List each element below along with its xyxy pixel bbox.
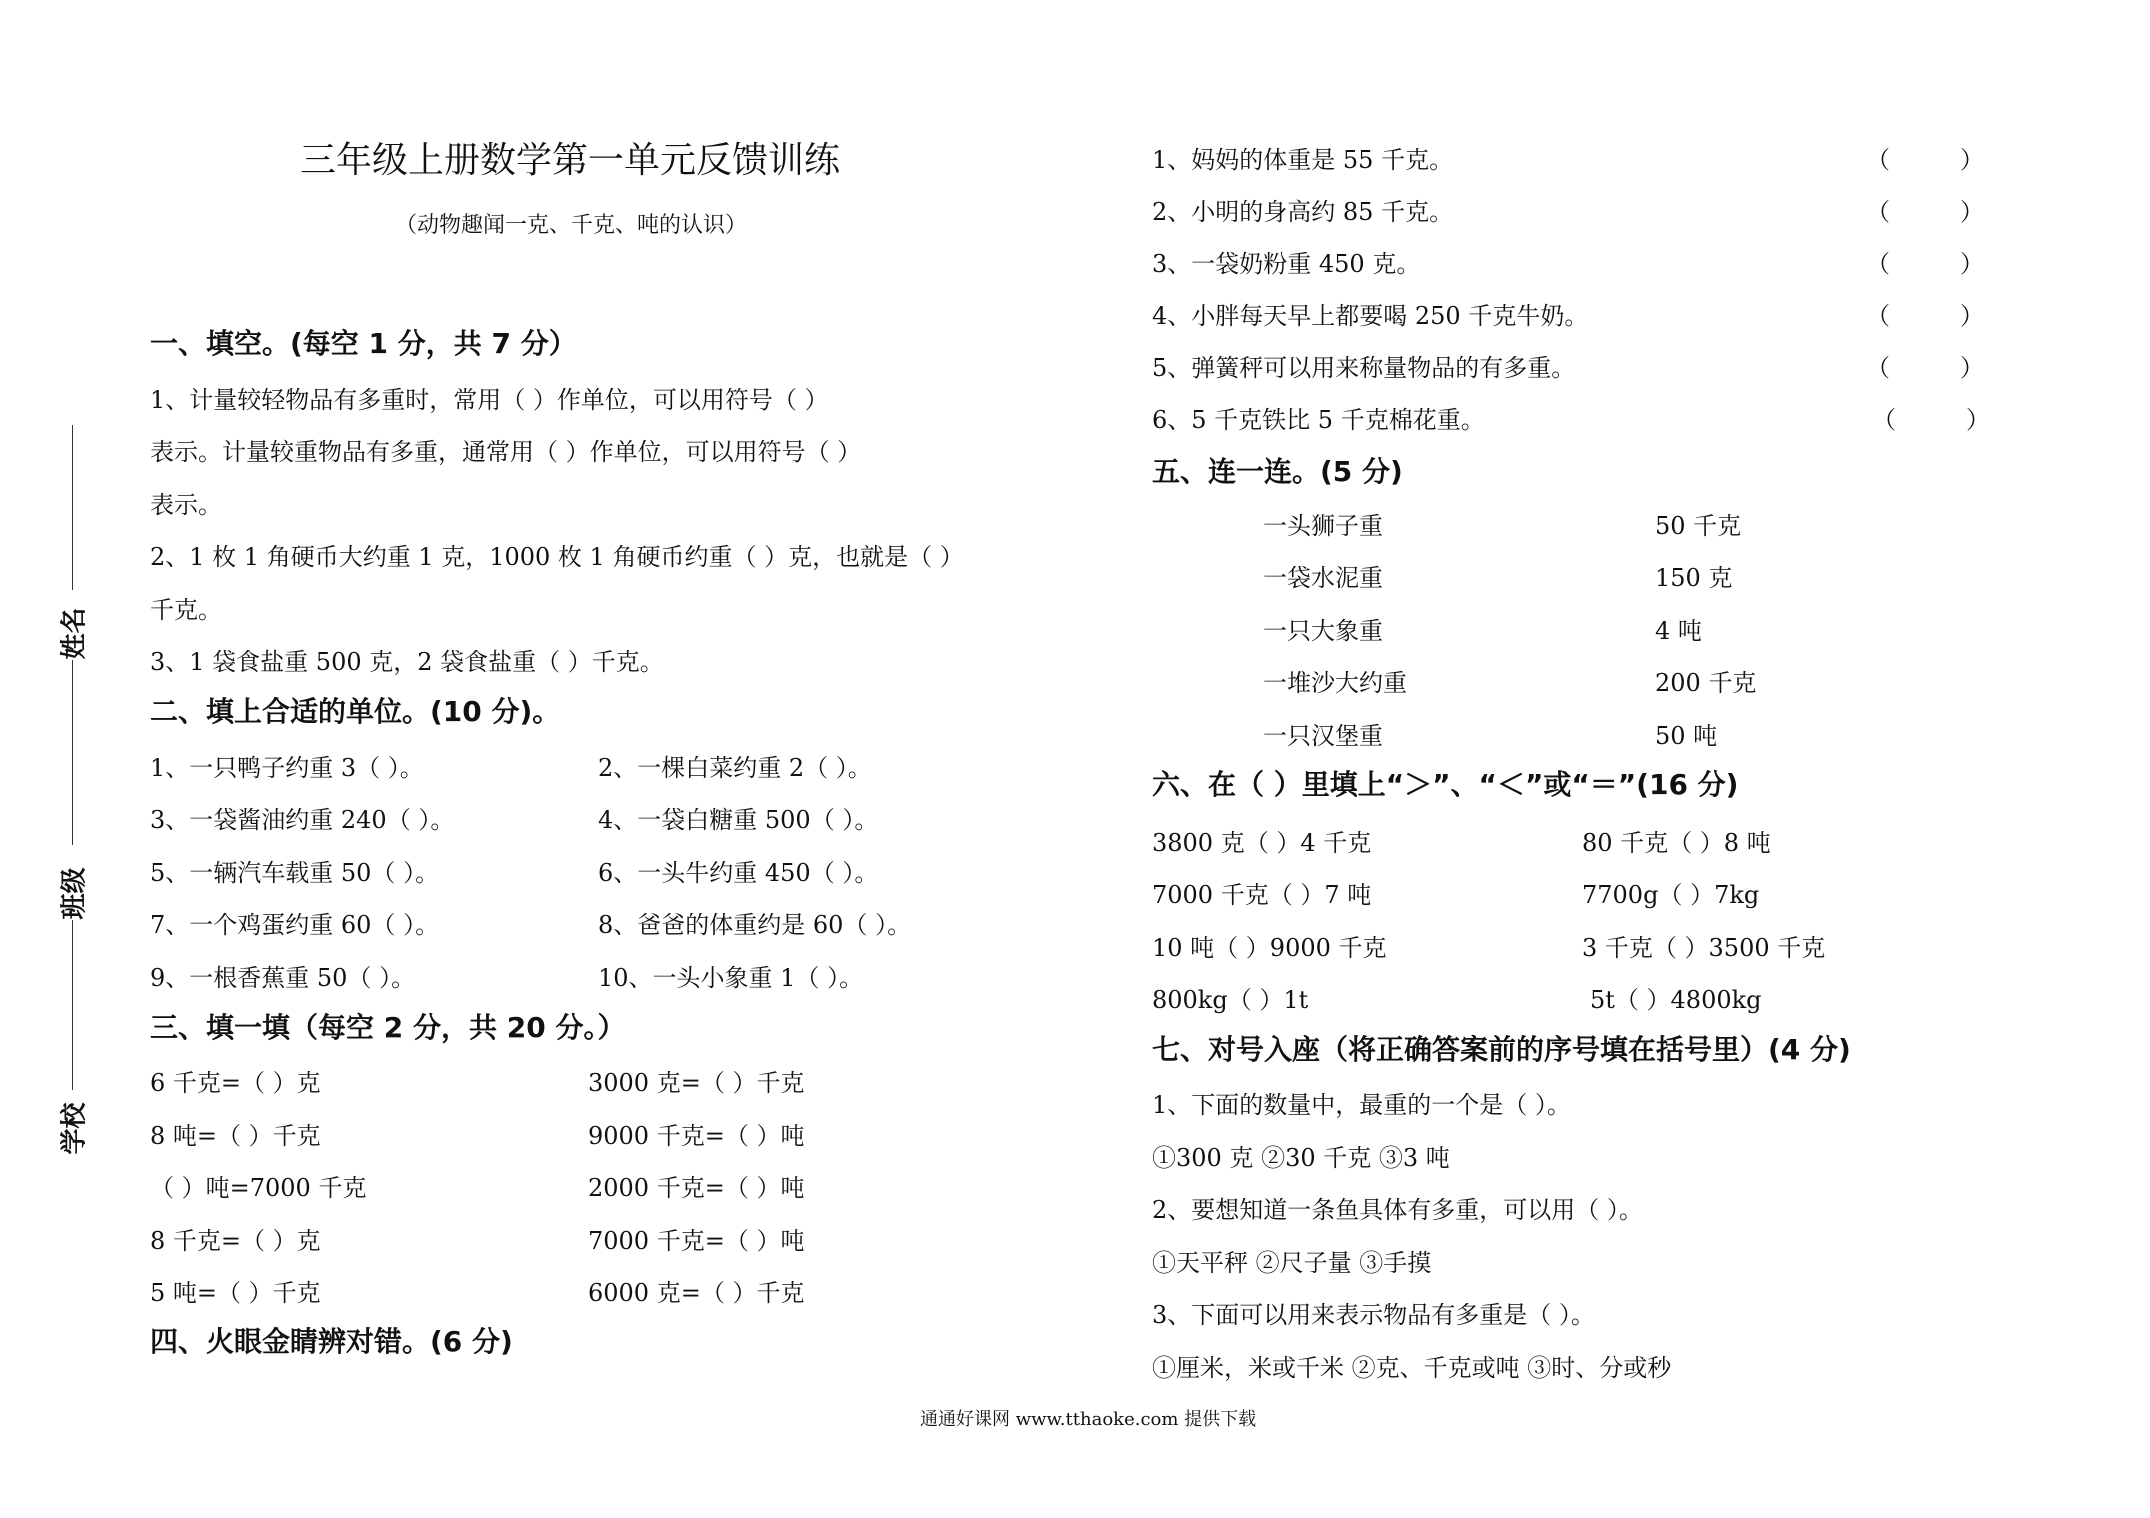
match-left-item: 一只大象重	[1263, 617, 1383, 645]
answer-paren-close: ）	[1960, 354, 1984, 382]
answer-paren-close: ）	[1960, 250, 1984, 278]
sec3-item: 7000 千克=（ ）吨	[588, 1227, 805, 1255]
answer-paren-open: （	[1872, 406, 1896, 434]
margin-label-name: 姓名	[59, 607, 90, 660]
sec1-line: 2、1 枚 1 角硬币大约重 1 克，1000 枚 1 角硬币约重（ ）克，也就是（ ）	[150, 543, 964, 571]
choice-options: ①300 克 ②30 千克 ③3 吨	[1152, 1144, 1450, 1172]
compare-item: 3800 克（ ）4 千克	[1152, 829, 1372, 857]
sec3-item: 2000 千克=（ ）吨	[588, 1174, 805, 1202]
compare-item: 7000 千克（ ）7 吨	[1152, 881, 1372, 909]
answer-paren-close: ）	[1960, 198, 1984, 226]
footer-credit: 通通好课网 www.tthaoke.com 提供下载	[920, 1409, 1257, 1430]
page-subtitle: （动物趣闻一克、千克、吨的认识）	[395, 213, 748, 238]
sec3-item: 6 千克=（ ）克	[150, 1069, 321, 1097]
sec2-item: 5、一辆汽车载重 50（ ）。	[150, 859, 440, 887]
sec4-item: 2、小明的身高约 85 千克。	[1152, 198, 1454, 226]
match-left-item: 一只汉堡重	[1263, 722, 1383, 750]
sec4-item: 6、5 千克铁比 5 千克棉花重。	[1152, 406, 1485, 434]
sec4-item: 5、弹簧秤可以用来称量物品的有多重。	[1152, 354, 1576, 382]
margin-line-name	[72, 425, 73, 590]
choice-question: 3、下面可以用来表示物品有多重是（ ）。	[1152, 1301, 1595, 1329]
answer-paren-close: ）	[1960, 302, 1984, 330]
sec4-item: 3、一袋奶粉重 450 克。	[1152, 250, 1421, 278]
sec2-item: 9、一根香蕉重 50（ ）。	[150, 964, 416, 992]
sec3-item: 8 千克=（ ）克	[150, 1227, 321, 1255]
choice-options: ①厘米，米或千米 ②克、千克或吨 ③时、分或秒	[1152, 1354, 1672, 1382]
sec2-item: 4、一袋白糖重 500（ ）。	[598, 806, 879, 834]
section-3-heading: 三、填一填（每空 2 分，共 20 分。）	[150, 1011, 626, 1044]
sec4-item: 4、小胖每天早上都要喝 250 千克牛奶。	[1152, 302, 1589, 330]
sec2-item: 8、爸爸的体重约是 60（ ）。	[598, 911, 912, 939]
answer-paren-close: ）	[1960, 146, 1984, 174]
compare-item: 800kg（ ）1t	[1152, 986, 1309, 1014]
sec2-item: 2、一棵白菜约重 2（ ）。	[598, 754, 872, 782]
sec2-item: 3、一袋酱油约重 240（ ）。	[150, 806, 455, 834]
match-left-item: 一堆沙大约重	[1263, 669, 1407, 697]
section-1-heading: 一、填空。(每空 1 分，共 7 分）	[150, 327, 577, 360]
margin-label-class: 班级	[59, 867, 90, 920]
choice-question: 2、要想知道一条鱼具体有多重，可以用（ ）。	[1152, 1196, 1643, 1224]
answer-paren-open: （	[1866, 198, 1890, 226]
answer-paren-open: （	[1866, 354, 1890, 382]
match-right-item: 50 吨	[1655, 722, 1718, 750]
compare-item: 5t（ ）4800kg	[1590, 986, 1762, 1014]
sec1-line: 表示。计量较重物品有多重，通常用（ ）作单位，可以用符号（ ）	[150, 438, 862, 466]
sec3-item: 9000 千克=（ ）吨	[588, 1122, 805, 1150]
sec3-item: 5 吨=（ ）千克	[150, 1279, 321, 1307]
section-6-heading: 六、在（ ）里填上“＞”、“＜”或“＝”(16 分)	[1152, 768, 1739, 801]
sec4-item: 1、妈妈的体重是 55 千克。	[1152, 146, 1454, 174]
sec1-line: 千克。	[150, 596, 222, 624]
sec3-item: 3000 克=（ ）千克	[588, 1069, 805, 1097]
sec3-item: （ ）吨=7000 千克	[150, 1174, 367, 1202]
sec1-line: 3、1 袋食盐重 500 克，2 袋食盐重（ ）千克。	[150, 648, 664, 676]
compare-item: 10 吨（ ）9000 千克	[1152, 934, 1387, 962]
answer-paren-open: （	[1866, 302, 1890, 330]
compare-item: 80 千克（ ）8 吨	[1582, 829, 1771, 857]
choice-question: 1、下面的数量中，最重的一个是（ ）。	[1152, 1091, 1571, 1119]
margin-line-school	[72, 920, 73, 1090]
section-5-heading: 五、连一连。(5 分)	[1152, 455, 1403, 488]
margin-line-class	[72, 660, 73, 845]
match-right-item: 50 千克	[1655, 512, 1742, 540]
choice-options: ①天平秤 ②尺子量 ③手摸	[1152, 1249, 1432, 1277]
section-4-heading: 四、火眼金睛辨对错。(6 分)	[150, 1325, 513, 1358]
sec2-item: 6、一头牛约重 450（ ）。	[598, 859, 879, 887]
sec2-item: 1、一只鸭子约重 3（ ）。	[150, 754, 424, 782]
answer-paren-close: ）	[1966, 406, 1990, 434]
answer-paren-open: （	[1866, 250, 1890, 278]
match-left-item: 一头狮子重	[1263, 512, 1383, 540]
sec3-item: 6000 克=（ ）千克	[588, 1279, 805, 1307]
sec2-item: 7、一个鸡蛋约重 60（ ）。	[150, 911, 440, 939]
section-7-heading: 七、对号入座（将正确答案前的序号填在括号里）(4 分)	[1152, 1033, 1851, 1066]
sec1-line: 表示。	[150, 491, 222, 519]
page-title: 三年级上册数学第一单元反馈训练	[300, 140, 841, 181]
match-right-item: 4 吨	[1655, 617, 1702, 645]
sec2-item: 10、一头小象重 1（ ）。	[598, 964, 864, 992]
section-2-heading: 二、填上合适的单位。(10 分)。	[150, 695, 561, 728]
match-left-item: 一袋水泥重	[1263, 564, 1383, 592]
answer-paren-open: （	[1866, 146, 1890, 174]
margin-label-school: 学校	[59, 1102, 90, 1155]
compare-item: 7700g（ ）7kg	[1582, 881, 1760, 909]
sec1-line: 1、计量较轻物品有多重时，常用（ ）作单位，可以用符号（ ）	[150, 386, 829, 414]
match-right-item: 150 克	[1655, 564, 1733, 592]
match-right-item: 200 千克	[1655, 669, 1757, 697]
sec3-item: 8 吨=（ ）千克	[150, 1122, 321, 1150]
compare-item: 3 千克（ ）3500 千克	[1582, 934, 1826, 962]
